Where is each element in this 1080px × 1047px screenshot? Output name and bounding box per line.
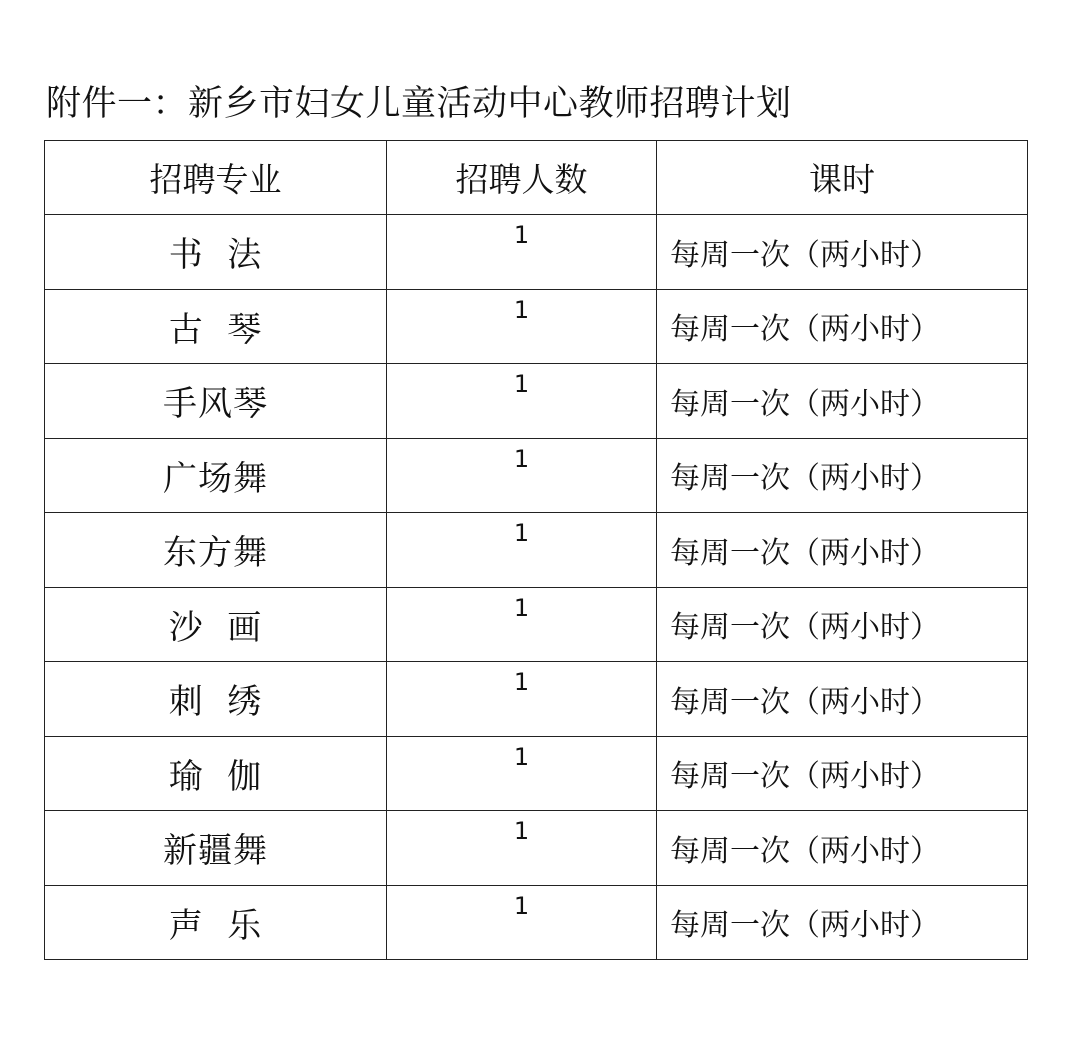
header-hours: 课时 <box>657 141 1028 215</box>
subject-cell: 东方舞 <box>45 513 387 588</box>
hours-cell: 每周一次（两小时） <box>657 364 1028 439</box>
header-count: 招聘人数 <box>387 141 657 215</box>
table-row <box>45 587 1028 662</box>
header-subject: 招聘专业 <box>45 141 387 215</box>
count-cell: 1 <box>387 662 657 737</box>
hours-cell: 每周一次（两小时） <box>657 587 1028 662</box>
document-title: 附件一：新乡市妇女儿童活动中心教师招聘计划 <box>46 84 792 124</box>
subject-cell: 古 琴 <box>45 289 387 364</box>
hours-cell: 每周一次（两小时） <box>657 513 1028 588</box>
count-cell: 1 <box>387 811 657 886</box>
hours-cell: 每周一次（两小时） <box>657 215 1028 290</box>
table-row <box>45 438 1028 513</box>
subject-cell: 手风琴 <box>45 364 387 439</box>
count-cell: 1 <box>387 215 657 290</box>
count-cell: 1 <box>387 736 657 811</box>
table-row <box>45 885 1028 960</box>
subject-cell: 瑜 伽 <box>45 736 387 811</box>
subject-cell: 新疆舞 <box>45 811 387 886</box>
recruitment-plan-table <box>44 140 1028 960</box>
subject-cell: 声 乐 <box>45 885 387 960</box>
table-row <box>45 736 1028 811</box>
hours-cell: 每周一次（两小时） <box>657 811 1028 886</box>
subject-cell: 沙 画 <box>45 587 387 662</box>
hours-cell: 每周一次（两小时） <box>657 885 1028 960</box>
table-row <box>45 289 1028 364</box>
hours-cell: 每周一次（两小时） <box>657 289 1028 364</box>
count-cell: 1 <box>387 289 657 364</box>
count-cell: 1 <box>387 885 657 960</box>
count-cell: 1 <box>387 364 657 439</box>
subject-cell: 书 法 <box>45 215 387 290</box>
table-row <box>45 662 1028 737</box>
subject-cell: 广场舞 <box>45 438 387 513</box>
count-cell: 1 <box>387 438 657 513</box>
table-header-row <box>45 141 1028 215</box>
table-row <box>45 364 1028 439</box>
table-row <box>45 215 1028 290</box>
subject-cell: 刺 绣 <box>45 662 387 737</box>
hours-cell: 每周一次（两小时） <box>657 438 1028 513</box>
table-row <box>45 513 1028 588</box>
count-cell: 1 <box>387 587 657 662</box>
count-cell: 1 <box>387 513 657 588</box>
table-row <box>45 811 1028 886</box>
hours-cell: 每周一次（两小时） <box>657 662 1028 737</box>
hours-cell: 每周一次（两小时） <box>657 736 1028 811</box>
